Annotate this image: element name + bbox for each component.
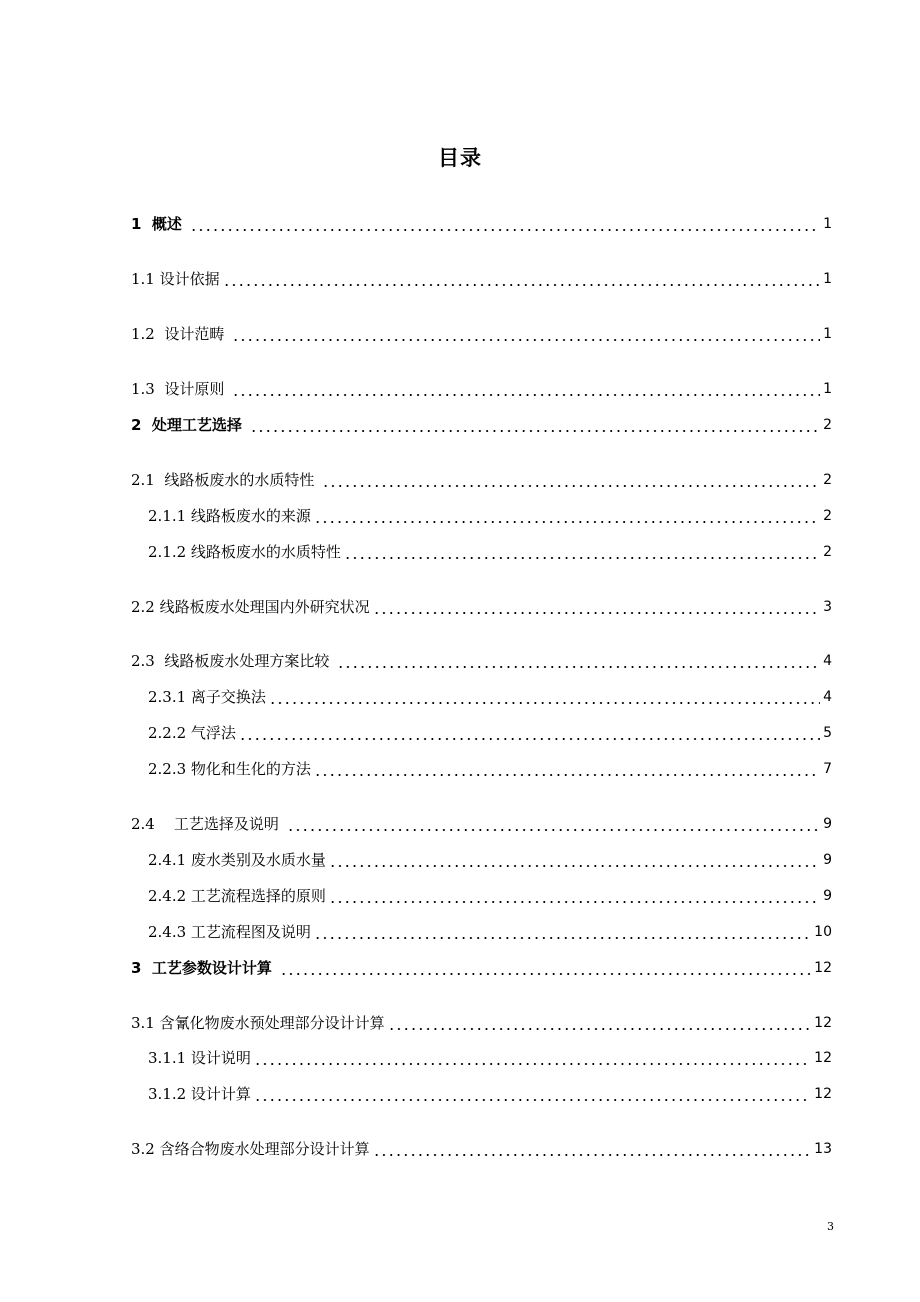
- toc-entry-page: 12: [814, 1086, 832, 1102]
- toc-entry-page: 12: [814, 1050, 832, 1066]
- toc-entry-page: 3: [823, 599, 832, 615]
- toc-entry-label: 2 处理工艺选择: [131, 416, 248, 434]
- toc-dot-leader: [223, 269, 820, 289]
- toc-entry-label: 2.1.1 线路板废水的来源: [148, 507, 311, 525]
- toc-dot-leader: [280, 958, 811, 978]
- toc-dot-leader: [373, 597, 820, 617]
- toc-entry-page: 2: [823, 508, 832, 524]
- toc-entry-label: 2.3.1 离子交换法: [148, 688, 266, 706]
- toc-entry-label: 2.3 线路板废水处理方案比较: [131, 652, 335, 670]
- toc-entry-page: 7: [823, 761, 832, 777]
- toc-entry-page: 4: [823, 689, 832, 705]
- toc-entry-label: 2.1.2 线路板废水的水质特性: [148, 543, 341, 561]
- toc-entry-label: 1.1 设计依据: [131, 270, 220, 288]
- toc-entry-2-3[interactable]: [131, 647, 832, 671]
- toc-entry-2-4-3[interactable]: [148, 918, 832, 942]
- toc-entry-chapter-3[interactable]: [131, 954, 832, 978]
- toc-entry-page: 2: [823, 472, 832, 488]
- toc-entry-3-1-1[interactable]: [148, 1044, 832, 1068]
- toc-dot-leader: [329, 850, 820, 870]
- toc-dot-leader: [329, 886, 820, 906]
- toc-dot-leader: [388, 1013, 812, 1033]
- toc-dot-leader: [344, 542, 820, 562]
- toc-entry-2-3-1[interactable]: [148, 683, 832, 707]
- toc-entry-3-1[interactable]: [131, 1009, 832, 1033]
- toc-entry-label: 2.4.1 废水类别及水质水量: [148, 851, 326, 869]
- toc-entry-2-2-2[interactable]: [148, 719, 832, 743]
- toc-entry-2-1-2[interactable]: [148, 538, 832, 562]
- toc-entry-2-1[interactable]: [131, 466, 832, 490]
- toc-dot-leader: [314, 506, 820, 526]
- toc-dot-leader: [322, 470, 820, 490]
- toc-entry-chapter-1[interactable]: [131, 210, 832, 234]
- toc-entry-page: 12: [814, 960, 832, 976]
- toc-entry-label: 3.2 含络合物废水处理部分设计计算: [131, 1140, 370, 1158]
- toc-entry-2-4[interactable]: [131, 810, 832, 834]
- toc-entry-page: 10: [814, 924, 832, 940]
- toc-entry-page: 9: [823, 888, 832, 904]
- toc-entry-label: 2.4 工艺选择及说明: [131, 815, 284, 833]
- toc-entry-label: 2.4.2 工艺流程选择的原则: [148, 887, 326, 905]
- toc-entry-page: 2: [823, 544, 832, 560]
- footer-page-number: 3: [827, 1220, 834, 1233]
- toc-entry-page: 4: [823, 653, 832, 669]
- toc-dot-leader: [232, 324, 820, 344]
- toc-entry-2-2-3[interactable]: [148, 755, 832, 779]
- toc-entry-2-4-2[interactable]: [148, 882, 832, 906]
- toc-entry-page: 1: [823, 381, 832, 397]
- toc-entry-3-1-2[interactable]: [148, 1080, 832, 1104]
- toc-entry-1-3[interactable]: [131, 375, 832, 399]
- toc-entry-page: 1: [823, 326, 832, 342]
- toc-dot-leader: [250, 415, 820, 435]
- toc-entry-label: 1.2 设计范畴: [131, 325, 230, 343]
- toc-entry-label: 1.3 设计原则: [131, 380, 230, 398]
- toc-entry-3-2[interactable]: [131, 1135, 832, 1159]
- toc-entry-page: 9: [823, 852, 832, 868]
- toc-entry-page: 9: [823, 816, 832, 832]
- toc-entry-label: 2.2.3 物化和生化的方法: [148, 760, 311, 778]
- toc-entry-label: 2.1 线路板废水的水质特性: [131, 471, 320, 489]
- toc-dot-leader: [254, 1048, 811, 1068]
- toc-entry-2-4-1[interactable]: [148, 846, 832, 870]
- toc-dot-leader: [337, 651, 820, 671]
- toc-entry-label: 3.1.2 设计计算: [148, 1085, 251, 1103]
- toc-dot-leader: [232, 379, 820, 399]
- toc-title: 目录: [438, 146, 482, 170]
- toc-entry-label: 1 概述: [131, 215, 188, 233]
- toc-entry-label: 3.1 含氰化物废水预处理部分设计计算: [131, 1014, 385, 1032]
- toc-entry-label: 2.4.3 工艺流程图及说明: [148, 923, 311, 941]
- toc-entry-page: 1: [823, 216, 832, 232]
- toc-dot-leader: [287, 814, 820, 834]
- toc-entry-label: 3.1.1 设计说明: [148, 1049, 251, 1067]
- toc-entry-page: 1: [823, 271, 832, 287]
- toc-dot-leader: [314, 759, 820, 779]
- toc-entry-page: 12: [814, 1015, 832, 1031]
- toc-entry-2-2[interactable]: [131, 593, 832, 617]
- toc-entry-page: 5: [823, 725, 832, 741]
- toc-dot-leader: [373, 1139, 812, 1159]
- toc-entry-label: 3 工艺参数设计计算: [131, 959, 278, 977]
- toc-dot-leader: [269, 687, 820, 707]
- toc-dot-leader: [190, 214, 820, 234]
- toc-entry-chapter-2[interactable]: [131, 411, 832, 435]
- toc-dot-leader: [239, 723, 820, 743]
- toc-entry-page: 13: [814, 1141, 832, 1157]
- toc-entry-1-1[interactable]: [131, 265, 832, 289]
- toc-dot-leader: [314, 922, 811, 942]
- toc-dot-leader: [254, 1084, 811, 1104]
- toc-entry-label: 2.2.2 气浮法: [148, 724, 236, 742]
- toc-entry-page: 2: [823, 417, 832, 433]
- toc-entry-label: 2.2 线路板废水处理国内外研究状况: [131, 598, 370, 616]
- toc-entry-1-2[interactable]: [131, 320, 832, 344]
- toc-entry-2-1-1[interactable]: [148, 502, 832, 526]
